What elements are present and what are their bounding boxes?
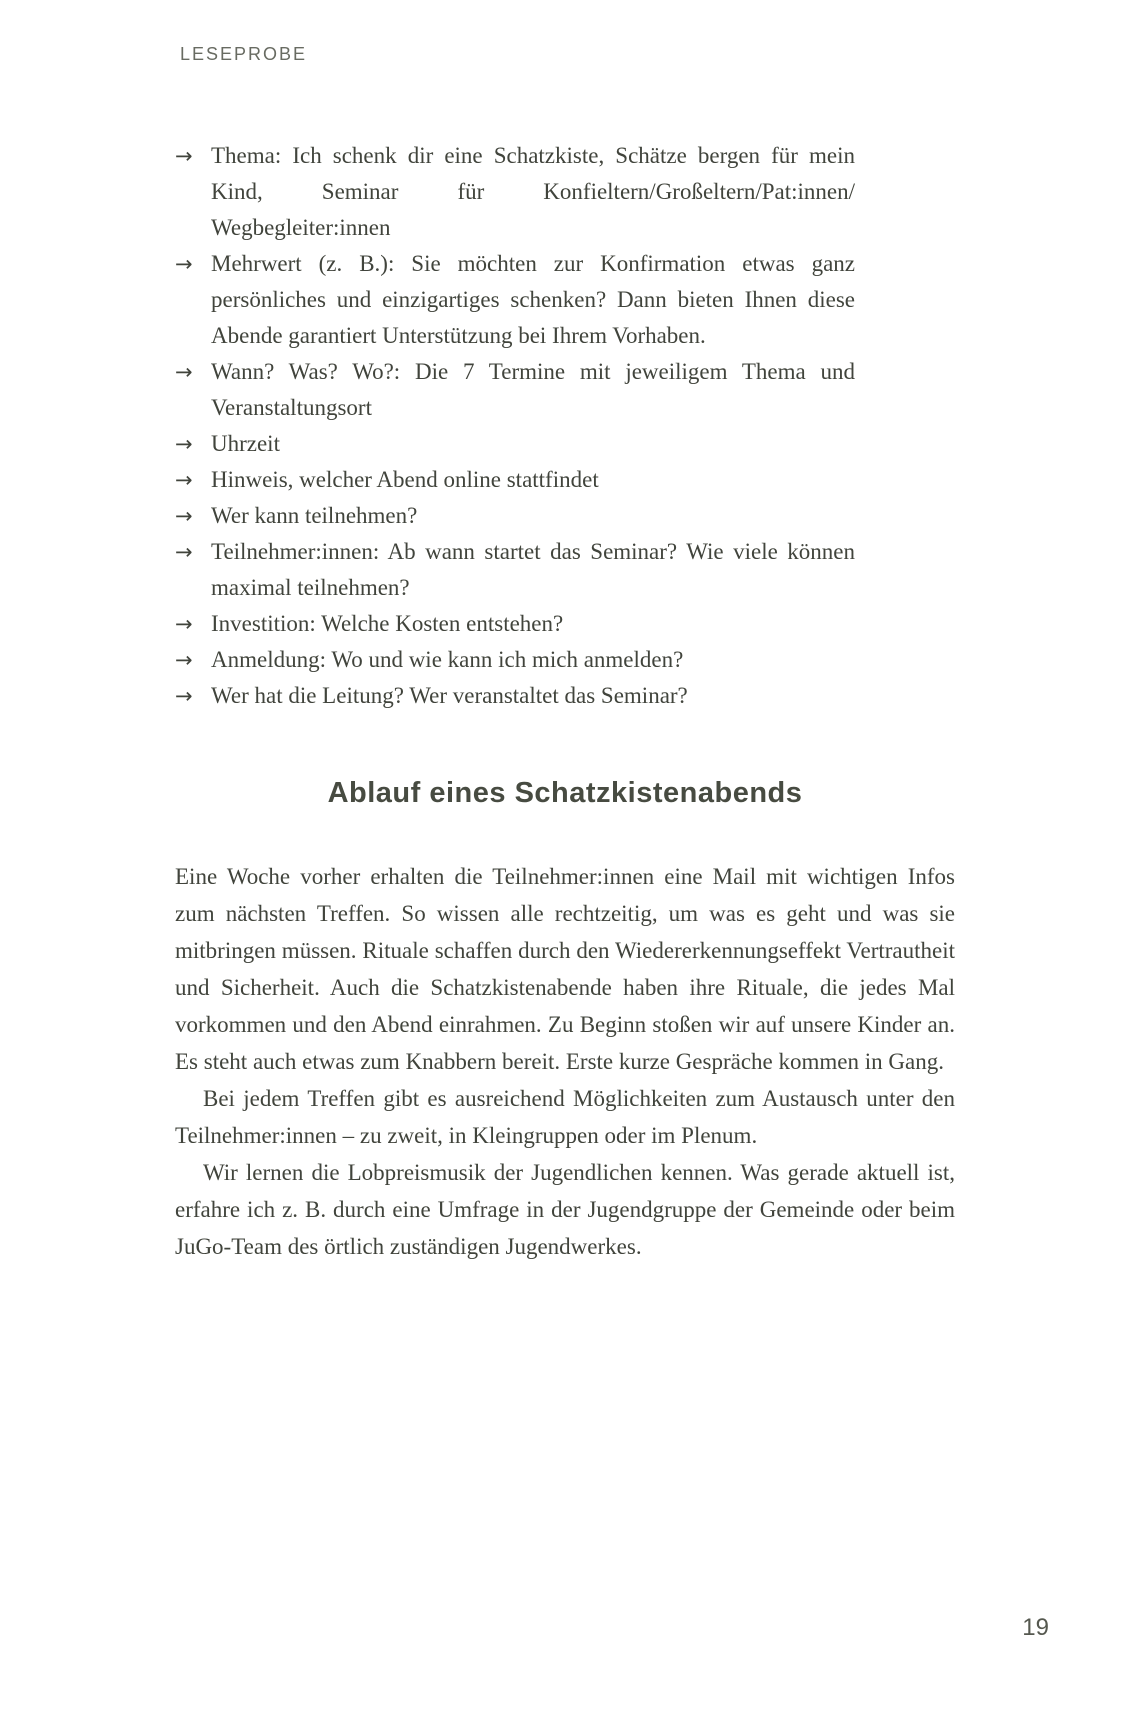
list-item-text: Thema: Ich schenk dir eine Schatzkiste, Schätze bergen für mein Kind, Seminar für Konfieltern/​Großeltern/​Pat:innen/​Wegbegleiter:innen bbox=[211, 143, 855, 240]
list-item-text: Investition: Welche Kosten entstehen? bbox=[211, 611, 564, 636]
list-item bbox=[175, 138, 855, 246]
arrow-icon: → bbox=[175, 144, 193, 168]
list-item bbox=[175, 426, 855, 462]
list-item-text: Mehrwert (z. B.): Sie möchten zur Konfirmation etwas ganz persönliches und einzigartiges schenken? Dann bieten Ihnen diese Abende garantiert Unterstützung bei Ihrem Vorhaben. bbox=[211, 251, 855, 348]
list-item-text: Teilnehmer:innen: Ab wann startet das Seminar? Wie viele können maximal teilnehmen? bbox=[211, 539, 855, 600]
paragraph: Eine Woche vorher erhalten die Teilnehmer:innen eine Mail mit wichtigen Infos zum nächsten Treffen. So wissen alle rechtzeitig, um was es geht und was sie mitbringen müssen. Rituale schaffen durch den Wiedererkennungseffekt Vertrautheit und Sicherheit. Auch die Schatzkistenabende haben ihre Rituale, die jedes Mal vorkommen und den Abend einrahmen. Zu Beginn stoßen wir auf unsere Kinder an. Es steht auch etwas zum Knabbern bereit. Erste kurze Gespräche kommen in Gang. bbox=[175, 864, 955, 1074]
list-item bbox=[175, 642, 855, 678]
arrow-icon: → bbox=[175, 684, 193, 708]
list-item bbox=[175, 246, 855, 354]
page-content bbox=[175, 138, 955, 1265]
arrow-icon: → bbox=[175, 648, 193, 672]
list-item-text: Wer hat die Leitung? Wer veranstaltet das Seminar? bbox=[211, 683, 688, 708]
list-item bbox=[175, 462, 855, 498]
list-item bbox=[175, 606, 855, 642]
list-item-text: Uhrzeit bbox=[211, 431, 280, 456]
list-item-text: Wer kann teilnehmen? bbox=[211, 503, 418, 528]
arrow-icon: → bbox=[175, 252, 193, 276]
body-text bbox=[175, 858, 955, 1265]
list-item bbox=[175, 678, 855, 714]
paragraph: Wir lernen die Lobpreismusik der Jugendlichen kennen. Was gerade aktuell ist, erfahre ich z. B. durch eine Umfrage in der Jugendgruppe der Gemeinde oder beim JuGo-Team des örtlich zuständigen Jugendwerkes. bbox=[175, 1160, 955, 1259]
arrow-icon: → bbox=[175, 432, 193, 456]
list-item-text: Hinweis, welcher Abend online stattfindet bbox=[211, 467, 599, 492]
list-item bbox=[175, 498, 855, 534]
arrow-icon: → bbox=[175, 540, 193, 564]
page-number: 19 bbox=[1022, 1614, 1049, 1641]
arrow-icon: → bbox=[175, 360, 193, 384]
section-title: Ablauf eines Schatzkistenabends bbox=[327, 777, 803, 809]
list-item-text: Wann? Was? Wo?: Die 7 Termine mit jeweiligem Thema und Veranstaltungsort bbox=[211, 359, 855, 420]
running-header: LESEPROBE bbox=[180, 44, 308, 64]
list-item bbox=[175, 354, 855, 426]
list-item bbox=[175, 534, 855, 606]
list-item-text: Anmeldung: Wo und wie kann ich mich anmelden? bbox=[211, 647, 684, 672]
paragraph: Bei jedem Treffen gibt es ausreichend Möglichkeiten zum Austausch unter den Teilnehmer:innen – zu zweit, in Kleingruppen oder im Plenum. bbox=[175, 1086, 955, 1148]
arrow-icon: → bbox=[175, 612, 193, 636]
info-list bbox=[175, 138, 955, 714]
arrow-icon: → bbox=[175, 504, 193, 528]
arrow-icon: → bbox=[175, 468, 193, 492]
